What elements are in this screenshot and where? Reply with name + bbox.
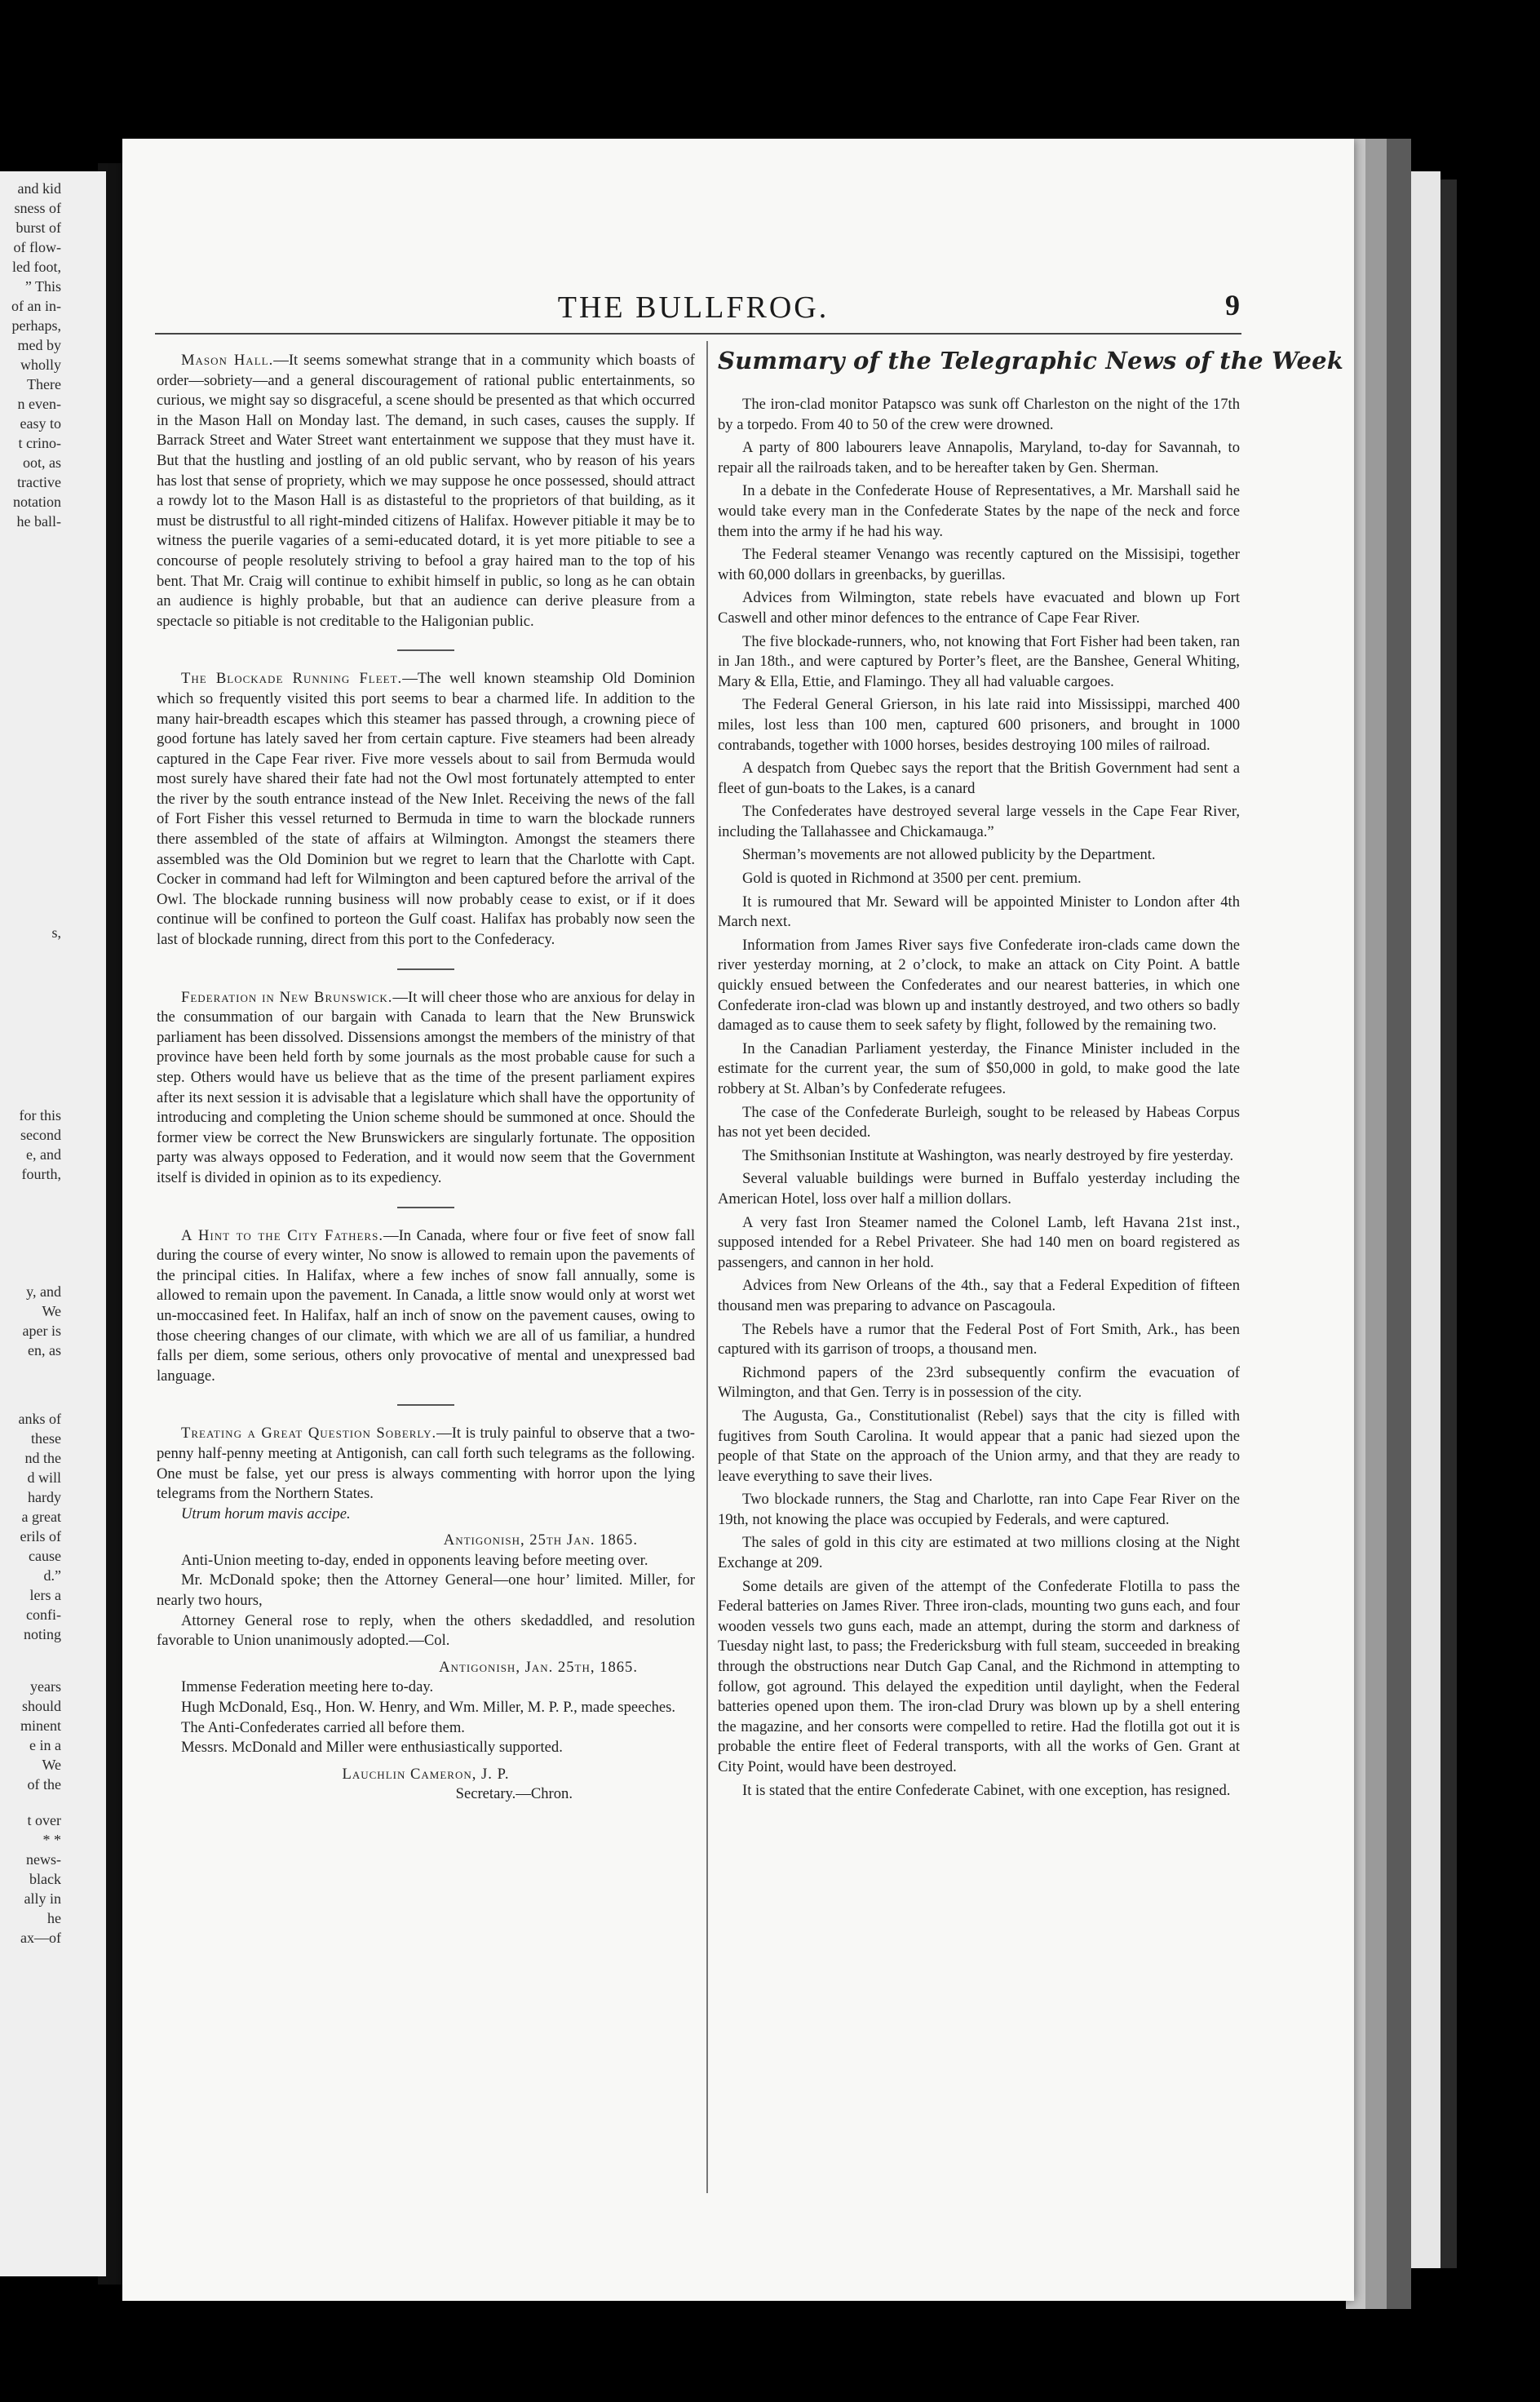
section-rule	[397, 968, 454, 970]
article-treating	[157, 1424, 695, 1805]
news-item: Advices from New Orleans of the 4th., say that a Federal Expedition of fifteen thousand men was preparing to advance on Pascagoula.	[718, 1277, 1240, 1314]
previous-page-text: easy to	[20, 415, 61, 432]
previous-page-fragment	[0, 171, 106, 2276]
previous-page-text: and kid	[17, 180, 61, 197]
news-item: The Federal General Grierson, in his late raid into Mississippi, marched 400 miles, lost less than 100 men, captured 600 prisoners, and brought in 1000 contrabands, together with 1000 horses, besides destroying 100 miles of railroad.	[718, 696, 1240, 754]
news-item: The case of the Confederate Burleigh, sought to be released by Habeas Corpus has not yet been decided.	[718, 1103, 1240, 1141]
previous-page-text: e, and	[26, 1146, 61, 1163]
news-item: Sherman’s movements are not allowed publicity by the Department.	[742, 846, 1156, 864]
previous-page-text: ally in	[24, 1890, 61, 1907]
left-column	[157, 351, 695, 1823]
telegram-line: Attorney General rose to reply, when the others skedaddled, and resolution favorable to Union unanimously adopted.—Col.	[157, 1611, 695, 1650]
article-heading: The Blockade Running Fleet.	[181, 670, 403, 688]
previous-page-text: aper is	[22, 1323, 61, 1339]
previous-page-text: anks of	[18, 1411, 61, 1427]
article-hint	[157, 1226, 695, 1387]
telegram-line: Immense Federation meeting here to-day.	[181, 1678, 434, 1696]
article-text: —It is truly painful to observe that a two-penny half-penny meeting at Antigonish, can call forth such telegrams as the following. One must be false, yet our press is always commenting with horror upon the lying telegrams from the Northern States.	[157, 1425, 695, 1503]
page-edge	[1365, 139, 1387, 2309]
page-edge	[1411, 171, 1440, 2268]
telegram-line: Mr. McDonald spoke; then the Attorney General—one hour’ limited. Miller, for nearly two hours,	[157, 1571, 695, 1610]
previous-page-text: hardy	[28, 1489, 61, 1505]
previous-page-text: There	[27, 376, 61, 392]
previous-page-text: noting	[23, 1626, 61, 1642]
previous-page-text: ax—of	[20, 1930, 61, 1946]
previous-page-text: d will	[27, 1469, 61, 1486]
article-text: —The well known steamship Old Dominion which so frequently visited this port seems to bear a charmed life. In addition to the many hair-breadth escapes which this steamer has passed through, a crowning piece of good fortune has lately saved her from certain capture. Five steamers had been already captured in the Cape Fear river. Five more vessels about to sail from Bermuda would most surely have shared their fate had not the Owl most fortunately attempted to enter the river by the south entrance instead of the New Inlet. Receiving the news of the fall of Fort Fisher this vessel returned to Bermuda in time to warn the blockade runners there assembled of the state of affairs at Wilmington. Amongst the steamers there assembled was the Old Dominion but we regret to learn that the Charlotte with Capt. Cocker in command had left for Wilmington and been captured before the arrival of the Owl. The blockade running business will now probably cease to exist, or if it does continue will be confined to porteon the Gulf coast. Halifax has probably now seen the last of blockade running, direct from this port to the Confederacy.	[157, 670, 695, 949]
section-rule	[397, 1404, 454, 1406]
news-item: Some details are given of the attempt of the Confederate Flotilla to pass the Federal batteries on James River. Three iron-clads, mounting two guns each, and four wooden vessels two guns each, made an attempt, during the storm and darkness of Tuesday night last, to pass; the Fredericksburg with full steam, succeeded in breaking through the obstructions near Dutch Gap Canal, and the Richmond in attempting to follow, got aground. This delayed the expedition until daylight, when the Federal batteries opened upon them. The iron-clad Drury was blown up by a shell entering the magazine, and her consorts were compelled to retire. Had the flotilla got out it is probable the entire fleet of Federal transports, with all the works of Gen. Grant at City Point, would have been destroyed.	[718, 1577, 1240, 1775]
signature: Lauchlin Cameron, J. P.	[342, 1765, 510, 1783]
previous-page-text: en, as	[28, 1342, 61, 1358]
previous-page-text: these	[31, 1430, 61, 1447]
column-divider	[706, 341, 708, 2193]
previous-page-text: sness of	[14, 200, 61, 216]
telegram-line: Anti-Union meeting to-day, ended in opponents leaving before meeting over.	[181, 1551, 648, 1569]
article-heading: A Hint to the City Fathers.	[181, 1226, 383, 1244]
previous-page-text: tractive	[17, 474, 61, 490]
previous-page-text: years	[30, 1678, 61, 1695]
article-heading: Treating a Great Question Soberly.	[181, 1425, 437, 1443]
previous-page-text: We	[42, 1303, 61, 1319]
previous-page-text: news-	[26, 1851, 61, 1868]
telegram-line: Hugh McDonald, Esq., Hon. W. Henry, and Wm. Miller, M. P. P., made speeches.	[181, 1699, 676, 1717]
news-item: The Smithsonian Institute at Washington, was nearly destroyed by fire yesterday.	[742, 1146, 1234, 1164]
section-rule	[397, 1207, 454, 1208]
news-item: A party of 800 labourers leave Annapolis, Maryland, to-day for Savannah, to repair all the railroads taken, and to be hereafter taken by Gen. Sherman.	[718, 439, 1240, 476]
news-item: It is rumoured that Mr. Seward will be appointed Minister to London after 4th March next.	[718, 893, 1240, 931]
news-item: Two blockade runners, the Stag and Charlotte, ran into Cape Fear River on the 19th, not knowing the place was occupied by Federals, and were captured.	[718, 1491, 1240, 1528]
previous-page-text: a great	[21, 1509, 61, 1525]
previous-page-text: should	[21, 1698, 61, 1714]
news-item: A very fast Iron Steamer named the Colonel Lamb, left Havana 21st inst., supposed intended for a Rebel Privateer. She had 140 men on board registered as passengers, and cannon in her hold.	[718, 1213, 1240, 1271]
previous-page-text: minent	[20, 1717, 61, 1734]
page-edge	[1387, 139, 1411, 2309]
previous-page-text: he	[47, 1910, 61, 1926]
previous-page-text: lers a	[29, 1587, 61, 1603]
news-item: The Confederates have destroyed several large vessels in the Cape Fear River, including the Tallahassee and Chickamauga.”	[718, 803, 1240, 840]
previous-page-text: s,	[51, 924, 61, 941]
previous-page-text: second	[20, 1127, 61, 1143]
page-edge	[1440, 179, 1457, 2268]
news-item: The Augusta, Ga., Constitutionalist (Rebel) says that the city is filled with fugitives from South Carolina. It would appear that a panic had siezed upon the people of that State on the approach of the Union army, and that they are ready to leave everything to save their lives.	[718, 1407, 1240, 1485]
news-item: Advices from Wilmington, state rebels have evacuated and blown up Fort Caswell and other minor defences to the entrance of Cape Fear River.	[718, 589, 1240, 627]
dateline: Antigonish, Jan. 25th, 1865.	[439, 1658, 638, 1676]
previous-page-text: led foot,	[12, 259, 61, 275]
latin-quote: Utrum horum mavis accipe.	[181, 1505, 351, 1522]
article-text: —It will cheer those who are anxious for delay in the consummation of our bargain with Canada to learn that the New Brunswick parliament has been dissolved. Dissensions amongst the members of the ministry of that province have been held forth by some journals as the most probable cause for such a step. Others would have us believe that as the time of the present parliament expires after its next session it is advisable that a legislature which shall have the opportunity of introducing and completing the Union scheme should be summoned at once. Should the former view be correct the New Brunswickers are singularly fortunate. The opposition party was always opposed to Federation, and it would now seem that the Government itself is divided in opinion as to its expediency.	[157, 988, 695, 1186]
telegram-line: The Anti-Confederates carried all before them.	[181, 1718, 465, 1736]
masthead: THE BULLFROG.	[557, 290, 830, 325]
telegraphic-summary-title: Summary of the Telegraphic News of the Week	[718, 347, 1344, 374]
previous-page-text: t over	[27, 1812, 61, 1828]
signature-title: Secretary.—Chron.	[455, 1785, 573, 1803]
article-heading: Federation in New Brunswick.	[181, 988, 393, 1006]
page-header	[147, 290, 1240, 330]
article-heading: Mason Hall.	[181, 352, 274, 369]
previous-page-text: y, and	[26, 1283, 61, 1300]
right-column	[718, 344, 1344, 1804]
previous-page-text: wholly	[20, 357, 61, 373]
previous-page-text: notation	[13, 494, 61, 510]
previous-page-text: t crino-	[18, 435, 61, 451]
previous-page-text: d.”	[43, 1567, 61, 1584]
article-text: —In Canada, where four or five feet of snow fall during the course of every winter, No snow is allowed to remain upon the pavements of the principal cities. In Halifax, where a few inches of snow fall annually, some is allowed to remain upon the pavement. In Canada, a little snow would only at worst wet un-moccasined feet. In Halifax, half an inch of snow on the pavement causes, owing to those cheering changes of our climate, with which we are all of us familiar, a hundred falls per diem, some serious, others only provocative of mental and unexpressed bad language.	[157, 1226, 695, 1385]
previous-page-text: cause	[29, 1548, 61, 1564]
dateline: Antigonish, 25th Jan. 1865.	[443, 1531, 638, 1549]
news-item: Gold is quoted in Richmond at 3500 per cent. premium.	[742, 870, 1082, 888]
news-item: The five blockade-runners, who, not knowing that Fort Fisher had been taken, ran in Jan 18th., and were captured by Porter’s fleet, are the Banshee, General Whiting, Mary & Ella, Ettie, and Flamingo. They all had valuable cargoes.	[718, 632, 1240, 690]
section-rule	[397, 649, 454, 651]
previous-page-text: n even-	[17, 396, 61, 412]
news-item: In a debate in the Confederate House of Representatives, a Mr. Marshall said he would take every man in the Confederate States by the nape of the neck and force them into the army if he had his way.	[718, 482, 1240, 540]
news-item: The sales of gold in this city are estimated at two millions closing at the Night Exchange at 209.	[718, 1534, 1240, 1572]
news-item: A despatch from Quebec says the report that the British Government had sent a fleet of gun-boats to the Lakes, is a canard	[718, 760, 1240, 797]
previous-page-text: ” This	[24, 278, 61, 295]
previous-page-text: of flow-	[13, 239, 61, 255]
previous-page-text: of the	[27, 1776, 61, 1793]
article-federation	[157, 988, 695, 1189]
news-item: Several valuable buildings were burned in Buffalo yesterday including the American Hotel, loss over half a million dollars.	[718, 1170, 1240, 1208]
previous-page-text: * *	[42, 1832, 61, 1848]
news-item: Information from James River says five Confederate iron-clads came down the river yesterday morning, at 2 o’clock, to make an attack on City Point. A battle quickly ensued between the Confederates and our nearest batteries, in which one Confederate iron-clad was blown up and instantly destroyed, and two others so badly damaged as to cause them to seek safety by flight, followed by the remaining two.	[718, 936, 1240, 1035]
previous-page-text: e in a	[29, 1737, 61, 1753]
telegram-line: Messrs. McDonald and Miller were enthusiastically supported.	[181, 1739, 563, 1757]
news-item: It is stated that the entire Confederate Cabinet, with one exception, has resigned.	[742, 1781, 1231, 1799]
previous-page-text: of an in-	[11, 298, 61, 314]
previous-page-text: perhaps,	[11, 317, 61, 334]
article-mason-hall	[157, 351, 695, 632]
previous-page-text: oot, as	[23, 454, 61, 471]
article-blockade	[157, 669, 695, 950]
page-number: 9	[1225, 289, 1240, 321]
news-item: Richmond papers of the 23rd subsequently confirm the evacuation of Wilmington, and that Gen. Terry is in possession of the city.	[718, 1363, 1240, 1402]
previous-page-text: confi-	[26, 1607, 61, 1623]
news-item: The iron-clad monitor Patapsco was sunk off Charleston on the night of the 17th by a torpedo. From 40 to 50 of the crew were drowned.	[718, 396, 1240, 433]
previous-page-text: We	[42, 1757, 61, 1773]
previous-page-text: for this	[19, 1107, 61, 1123]
header-rule	[155, 333, 1241, 335]
previous-page-text: burst of	[15, 219, 61, 236]
previous-page-text: nd the	[24, 1450, 61, 1466]
previous-page-text: black	[29, 1871, 61, 1887]
previous-page-text: med by	[17, 337, 61, 353]
telegraphic-news-list	[718, 395, 1240, 1801]
previous-page-text: fourth,	[21, 1166, 61, 1182]
previous-page-text: he ball-	[16, 513, 61, 530]
news-item: The Rebels have a rumor that the Federal Post of Fort Smith, Ark., has been captured with its garrison of troops, a thousand men.	[718, 1320, 1240, 1358]
previous-page-text: erils of	[20, 1528, 61, 1544]
news-item: The Federal steamer Venango was recently captured on the Missisipi, together with 60,000 dollars in greenbacks, by guerillas.	[718, 546, 1240, 583]
article-text: —It seems somewhat strange that in a community which boasts of order—sobriety—and a general discouragement of rational public entertainments, so curious, we might say so disgraceful, a scene should be presented as that which occurred in the Mason Hall on Monday last. The demand, in such cases, causes the supply. If Barrack Street and Water Street want entertainment we suppose that they must have it. But that the hustling and jostling of an old public servant, who by reason of his years has lost that sense of propriety, which we may suppose he once possessed, should attract a rowdy lot to the Mason Hall is as distasteful to the proprietors of that building, as it must be distrustful to all right-minded citizens of Halifax. However pitiable it may be to witness the puerile vagaries of a semi-educated dotard, it is yet more pitiable to see a concourse of people resolutely striving to befool a gray haired man to the top of his bent. That Mr. Craig will continue to exhibit himself in public, so long as he can obtain an audience is highly probable, but that an audience can derive pleasure from a spectacle so pitiable is not creditable to the Haligonian public.	[157, 352, 695, 630]
news-item: In the Canadian Parliament yesterday, the Finance Minister included in the estimate for the current year, the sum of $50,000 in gold, to make good the late robbery at St. Alban’s by Confederate refugees.	[718, 1039, 1240, 1097]
